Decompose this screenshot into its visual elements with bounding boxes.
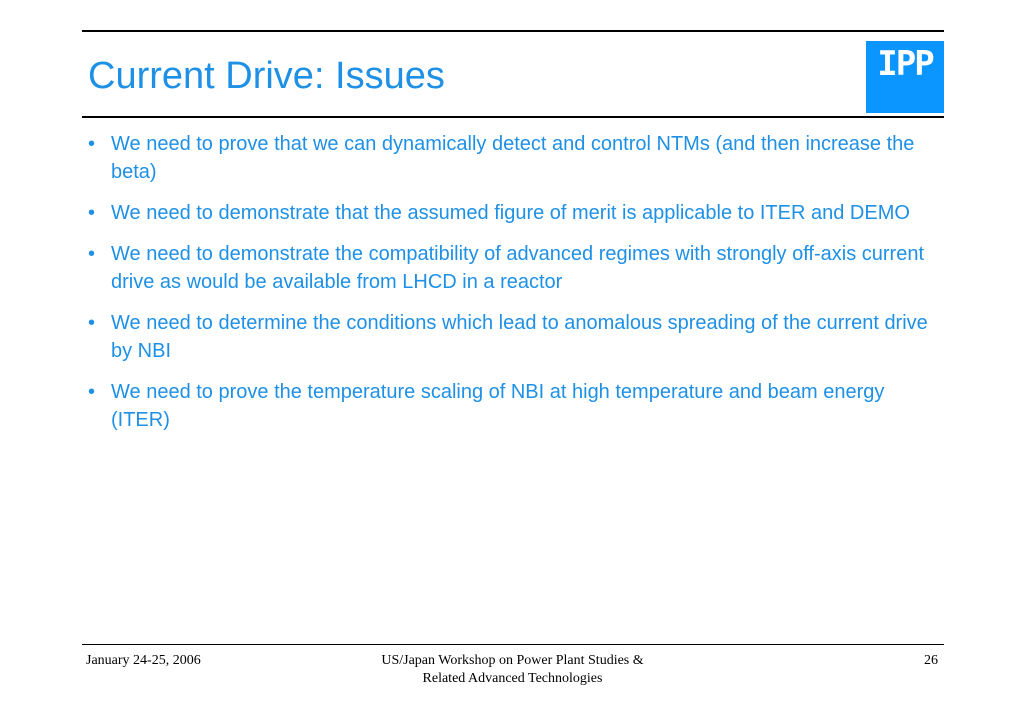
bullet-marker: •	[88, 381, 96, 403]
slide-title: Current Drive: Issues	[88, 55, 445, 97]
bullet-item	[88, 240, 938, 296]
bullet-marker: •	[88, 133, 96, 155]
footer-event-line1: US/Japan Workshop on Power Plant Studies &	[381, 653, 644, 668]
bullet-text: We need to prove that we can dynamically detect and control NTMs (and then increase the beta)	[111, 133, 915, 183]
bullet-marker: •	[88, 202, 96, 224]
bullet-item	[88, 309, 938, 365]
ipp-logo-text: IPP	[877, 44, 933, 84]
footer-rule	[82, 644, 944, 645]
bullet-text: We need to determine the conditions which lead to anomalous spreading of the current drive by NBI	[111, 312, 928, 362]
footer-event-line2: Related Advanced Technologies	[422, 671, 603, 686]
bullet-list	[88, 130, 938, 447]
bullet-item	[88, 378, 938, 434]
bullet-text: We need to demonstrate the compatibility of advanced regimes with strongly off-axis current drive as would be available from LHCD in a reactor	[111, 243, 924, 293]
bullet-item	[88, 130, 938, 186]
title-divider	[82, 116, 944, 118]
page-number: 26	[924, 653, 938, 668]
ipp-logo	[866, 41, 944, 113]
footer-event	[340, 652, 685, 688]
bullet-text: We need to demonstrate that the assumed figure of merit is applicable to ITER and DEMO	[111, 202, 910, 224]
bullet-item	[88, 199, 938, 227]
bullet-text: We need to prove the temperature scaling of NBI at high temperature and beam energy (ITER)	[111, 381, 885, 431]
footer-date: January 24-25, 2006	[86, 653, 201, 668]
bullet-marker: •	[88, 243, 96, 265]
top-rule	[82, 30, 944, 32]
bullet-marker: •	[88, 312, 96, 334]
